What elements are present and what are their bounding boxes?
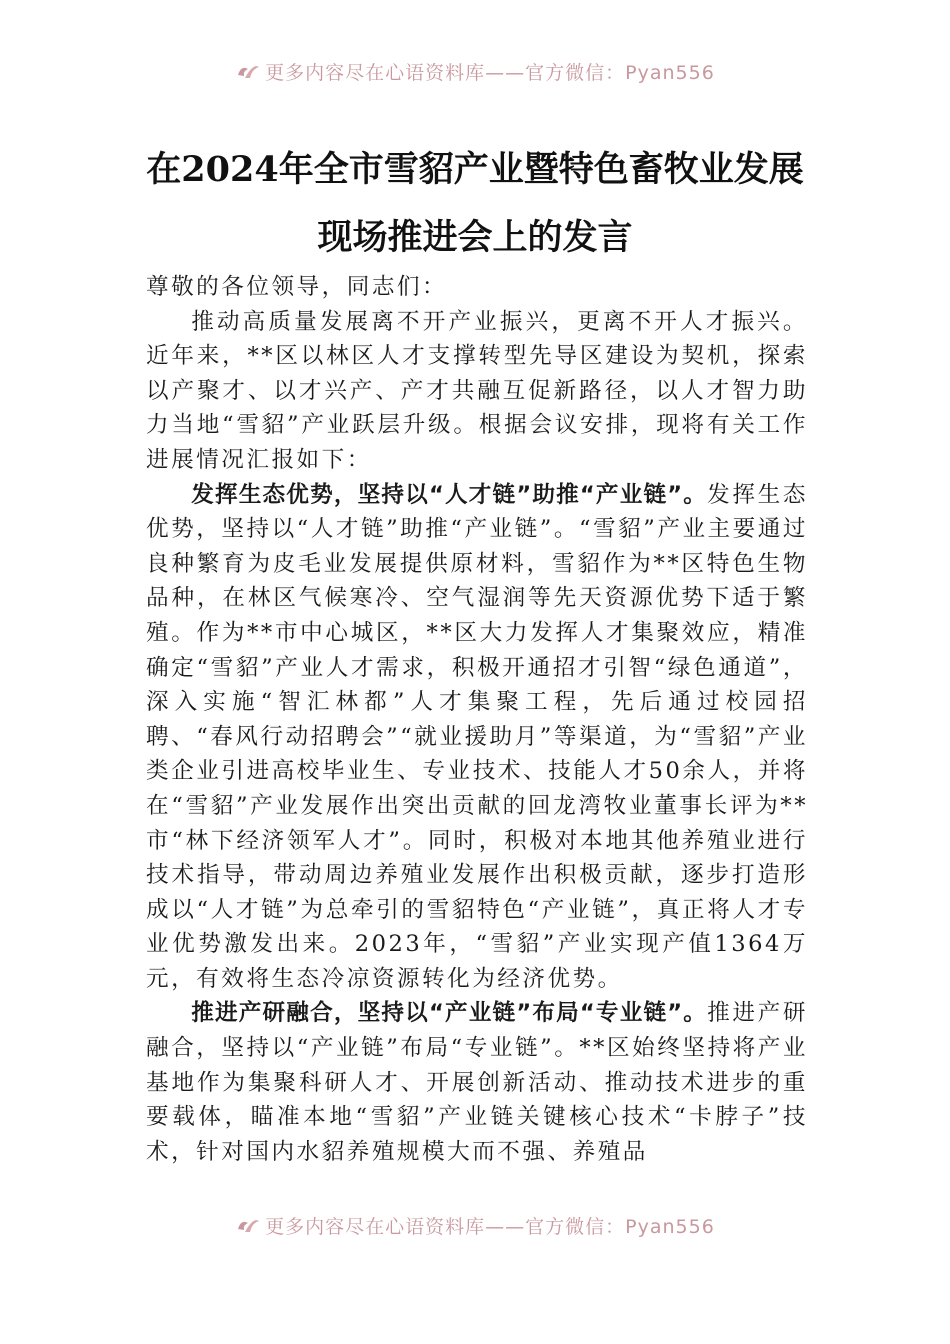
paragraph-heading: 发挥生态优势，坚持以“人才链”助推“产业链”。 [191, 481, 708, 508]
watermark-text: 更多内容尽在心语资料库——官方微信：Pyan556 [265, 1216, 715, 1238]
brand-logo-icon [235, 1215, 261, 1240]
brand-logo-icon [235, 61, 261, 86]
greeting: 尊敬的各位领导，同志们： [146, 274, 448, 300]
paragraph-intro: 推动高质量发展离不开产业振兴，更离不开人才振兴。近年来，**区以林区人才支撑转型先导区建设为契机，探索以产聚才、以才兴产、产才共融互促新路径，以人才智力助力当地“雪貂”产业跃层升级。根据会议安排，现将有关工作进展情况汇报如下： [146, 308, 808, 473]
document-body [146, 270, 808, 1169]
watermark-top [0, 58, 950, 86]
watermark-text: 更多内容尽在心语资料库——官方微信：Pyan556 [265, 62, 715, 84]
document-title-line-2: 现场推进会上的发言 [317, 217, 633, 258]
paragraph-research [146, 996, 808, 1169]
paragraph-text: 发挥生态优势，坚持以“人才链”助推“产业链”。“雪貂”产业主要通过良种繁育为皮毛业发展提供原材料，雪貂作为**区特色生物品种，在林区气候寒冷、空气湿润等先天资源优势下适于繁殖。作为**市中心城区，**区大力发挥人才集聚效应，精准确定“雪貂”产业人才需求，积极开通招才引智“绿色通道”，深入实施“智汇林都”人才集聚工程，先后通过校园招聘、“春风行动招聘会”“就业援助月”等渠道，为“雪貂”产业类企业引进高校毕业生、专业技术、技能人才50余人，并将在“雪貂”产业发展作出突出贡献的回龙湾牧业董事长评为**市“林下经济领军人才”。同时，积极对本地其他养殖业进行技术指导，带动周边养殖业发展作出积极贡献，逐步打造形成以“人才链”为总牵引的雪貂特色“产业链”，真正将人才专业优势激发出来。2023年，“雪貂”产业实现产值1364万元，有效将生态冷凉资源转化为经济优势。 [146, 481, 809, 992]
paragraph-heading: 推进产研融合，坚持以“产业链”布局“专业链”。 [191, 1000, 708, 1027]
document-title-line-1: 在2024年全市雪貂产业暨特色畜牧业发展 [146, 149, 804, 190]
paragraph-text: 推进产研融合，坚持以“产业链”布局“专业链”。**区始终坚持将产业基地作为集聚科研人才、开展创新活动、推动技术进步的重要载体，瞄准本地“雪貂”产业链关键核心技术“卡脖子”技术，针对国内水貂养殖规模大而不强、养殖品 [146, 1000, 809, 1165]
watermark-bottom [0, 1212, 950, 1240]
paragraph-ecology [146, 478, 808, 997]
